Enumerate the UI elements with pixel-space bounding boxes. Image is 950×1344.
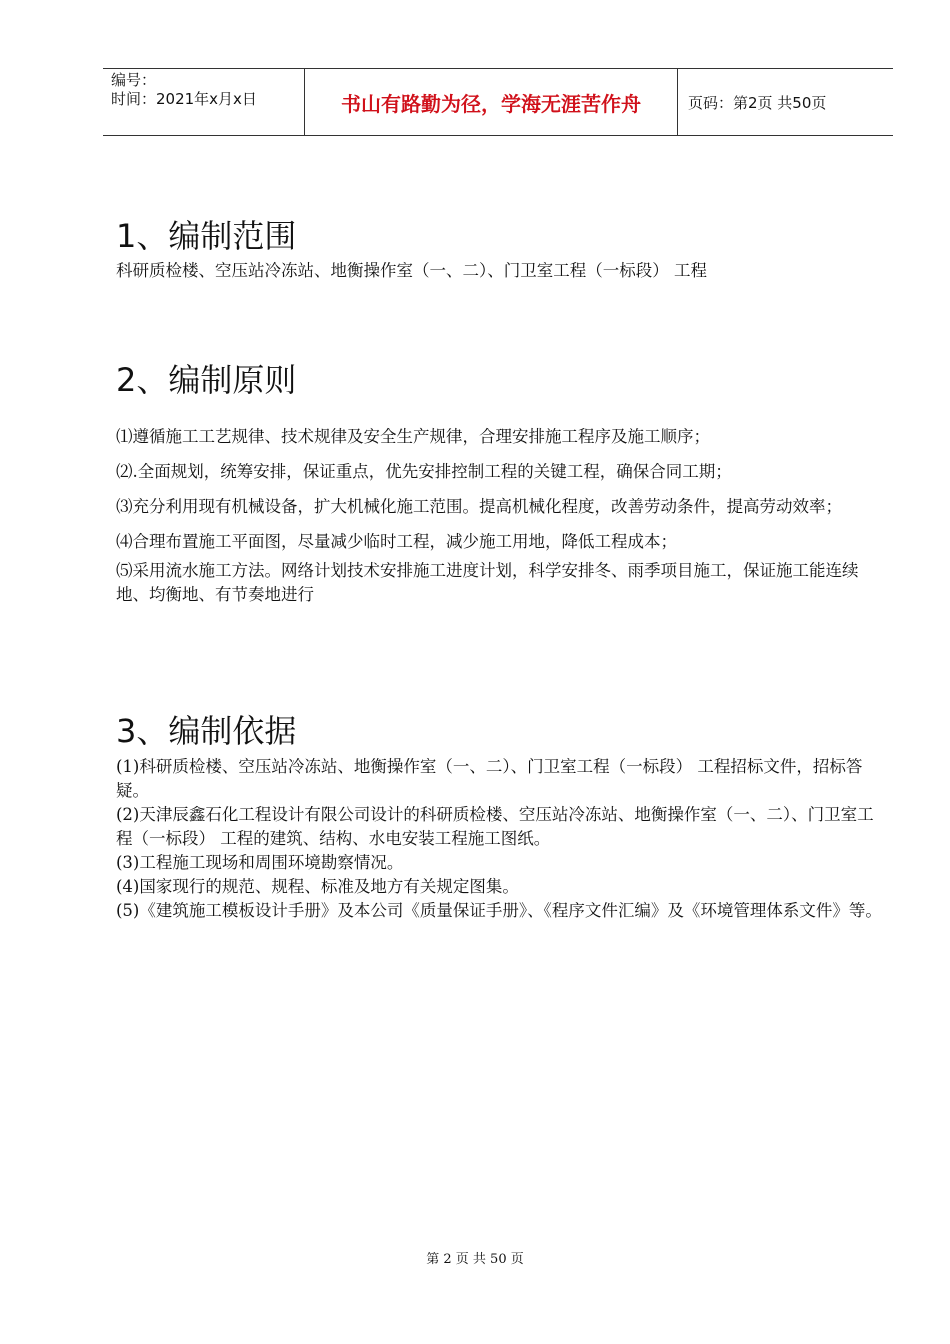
document-header: [103, 68, 893, 136]
section-body-scope: [116, 258, 884, 284]
number-label: 编号：: [111, 71, 157, 89]
section-title-scope: 1、编制范围: [116, 217, 297, 255]
section-body-basis: [116, 755, 884, 923]
section-title-principles: 2、编制原则: [116, 361, 297, 399]
principle-item: ⑴遵循施工工艺规律、技术规律及安全生产规律，合理安排施工程序及施工顺序；: [116, 427, 710, 446]
header-meta: [103, 69, 305, 135]
section-title-basis: 3、编制依据: [116, 712, 297, 750]
basis-item: (4)国家现行的规范、规程、标准及地方有关规定图集。: [116, 877, 519, 896]
header-motto: [305, 69, 678, 135]
principle-item: ⑸采用流水施工方法。网络计划技术安排施工进度计划，科学安排冬、雨季项目施工，保证施工能连续地、均衡地、有节奏地进行: [116, 561, 859, 604]
page-label: 页码：第2页 共50页: [688, 93, 827, 112]
basis-item: (2)天津辰鑫石化工程设计有限公司设计的科研质检楼、空压站冷冻站、地衡操作室（一、二）、门卫室工程（一标段） 工程的建筑、结构、水电安装工程施工图纸。: [116, 805, 874, 848]
header-page-info: [678, 69, 893, 135]
basis-item: (3)工程施工现场和周围环境勘察情况。: [116, 853, 404, 872]
principle-item: ⑶充分利用现有机械设备，扩大机械化施工范围。提高机械化程度，改善劳动条件，提高劳动效率；: [116, 497, 842, 516]
basis-item: (5)《建筑施工模板设计手册》及本公司《质量保证手册》、《程序文件汇编》及《环境管理体系文件》等。: [116, 901, 882, 920]
basis-item: (1)科研质检楼、空压站冷冻站、地衡操作室（一、二）、门卫室工程（一标段） 工程招标文件，招标答疑。: [116, 757, 863, 800]
time-label: 时间：2021年x月x日: [111, 90, 257, 108]
motto-text: 书山有路勤为径，学海无涯苦作舟: [341, 91, 641, 116]
page-footer: [0, 1248, 950, 1267]
principle-item: ⑷合理布置施工平面图，尽量减少临时工程，减少施工用地，降低工程成本；: [116, 532, 677, 551]
section-body-principles: [116, 419, 884, 607]
principle-item: ⑵.全面规划，统筹安排，保证重点，优先安排控制工程的关键工程，确保合同工期；: [116, 462, 732, 481]
scope-paragraph: 科研质检楼、空压站冷冻站、地衡操作室（一、二）、门卫室工程（一标段） 工程: [116, 261, 707, 280]
footer-page-number: 第 2 页 共 50 页: [426, 1252, 524, 1267]
